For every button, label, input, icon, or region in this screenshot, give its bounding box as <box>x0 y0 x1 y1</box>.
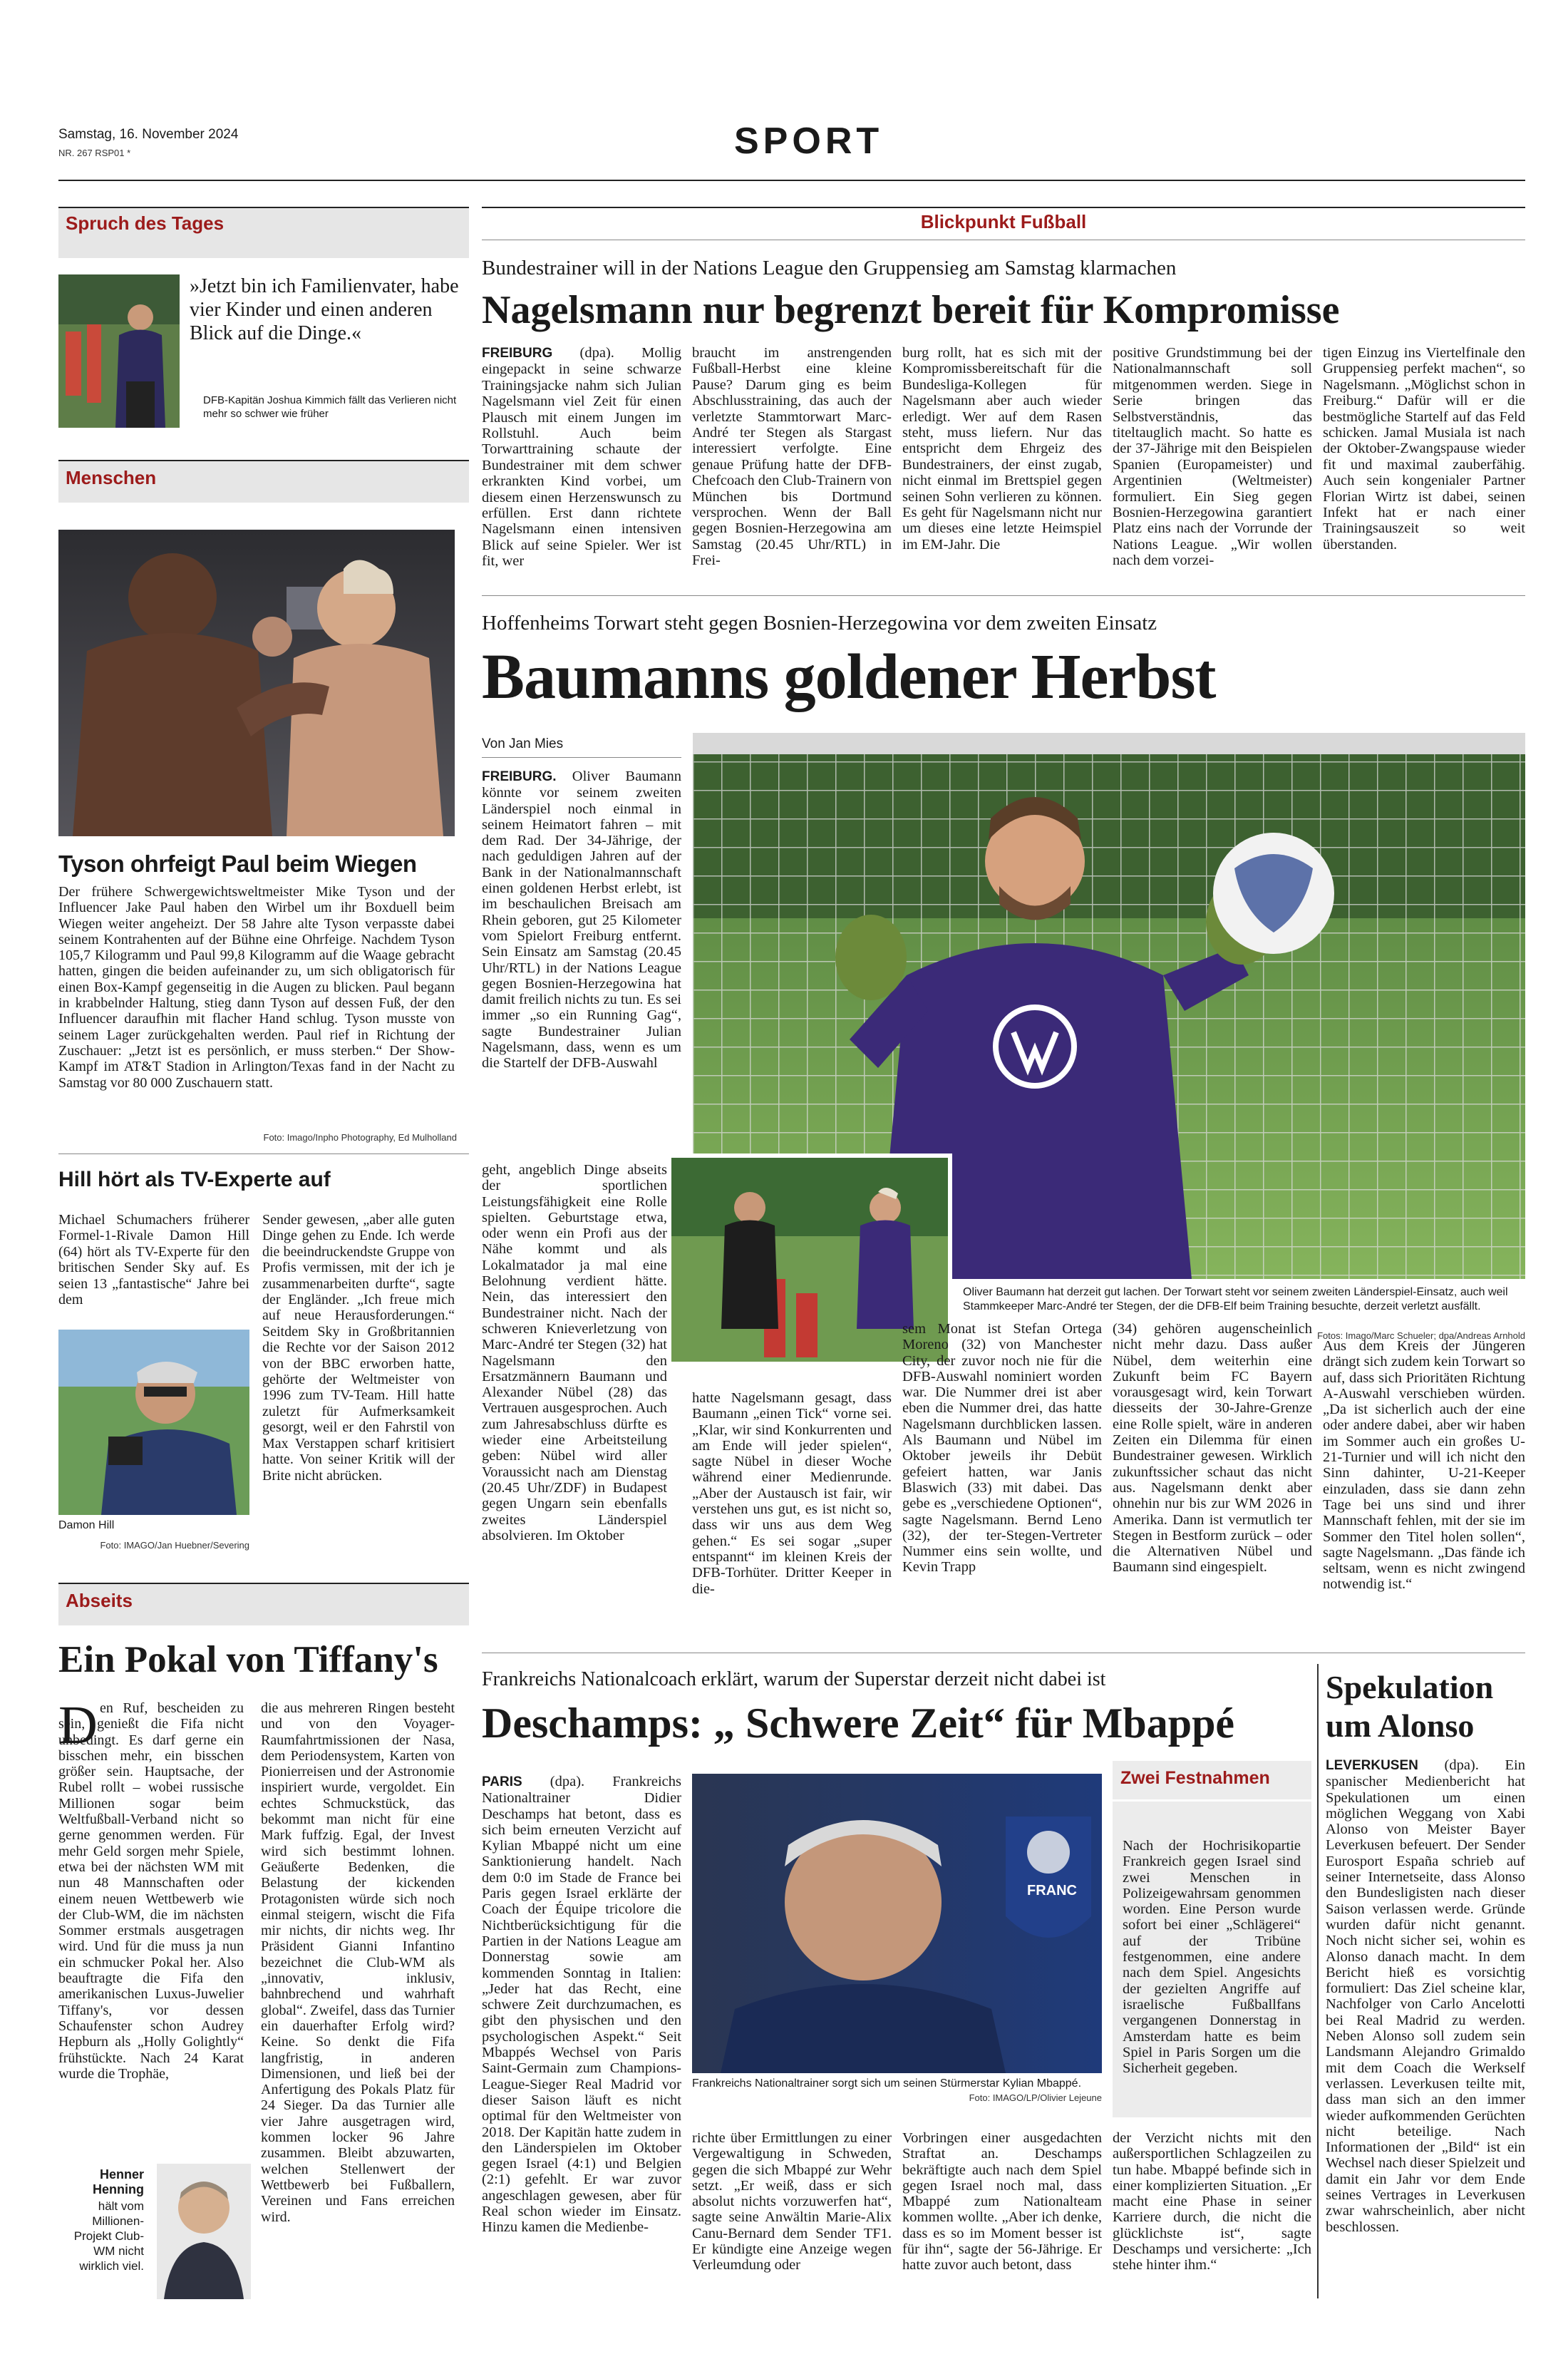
baumann-dateline: FREIBURG. <box>482 769 557 784</box>
nagelsmann-col1-text: (dpa). Mollig eingepackt in seine schwarze Trainingsjacke nahm sich Julian Nagelsmann viel Zeit für einen Plausch mit einem Jungen im Rollstuhl. Auch beim Torwarttraining schaute der Bundestrainer mit dem schwer erkrankten Kind vorbei, um diesem einen Herzenswunsch zu erfüllen. Erst dann richtete Nagelsmann einen intensiven Blick auf seine Spieler. Wer ist fit, wer <box>482 345 681 570</box>
abseits-label: Abseits <box>58 1583 469 1625</box>
alonso-left-rule <box>1317 1664 1319 2298</box>
blickpunkt-label: Blickpunkt Fußball <box>920 211 1087 232</box>
tyson-headline: Tyson ohrfeigt Paul beim Wiegen <box>58 851 417 877</box>
kimmich-photo <box>58 274 180 428</box>
abseits-top-rule <box>58 1583 469 1584</box>
baumann-col4: (34) gehören augenscheinlich nicht mehr dazu. Dass außer Nübel, dem weiterhin eine Zukunft beim FC Bayern vorausgesagt wird, kein Torwart diesseits der 30-Jahre-Grenze eine Rolle spielt, wäre in anderen Zeiten ein Dilemma für einen Bundestrainer gewesen. Wirklich zukunftssicher schaut das nicht aus. Nagelsmann denkt aber ohnehin nur bis zur WM 2026 in Amerika. Dann ist vermutlich ter Stegen in Bestform zurück – oder die Alternativen Nübel und Baumann sind eingespielt. <box>1113 1321 1312 1576</box>
abseits-col1: en Ruf, bescheiden zu sein, genießt die Fifa nicht unbedingt. Es darf gerne ein bisschen mehr, ein bisschen größer sein. Hauptsache, der Rubel rollt – wobei russische Millionen sogar beim Weltfußball-Verband nicht so gerne genommen werden. Für mehr Geld sorgen mehr Spiele, etwa bei der nächsten WM mit nun 48 Mannschaften oder einem neuen Wettbewerb wie der Club-WM, die im nächsten Sommer erstmals ausgetragen wird. Und für die muss ja nun ein schmucker Pokal her. Also beauftragte die Fifa den amerikanischen Luxus-Juwelier Tiffany's, vor dessen Schaufenster schon Audrey Hepburn als „Holly Golightly“ frühstückte. Nach 24 Karat wurde die Trophäe, <box>58 1700 244 2082</box>
menschen-top-rule <box>58 460 469 461</box>
alonso-headline: Spekulation um Alonso <box>1326 1669 1494 1744</box>
abseits-author-note: hält vom Millionen-Projekt Club-WM nicht wirklich viel. <box>73 2199 144 2273</box>
deschamps-photo <box>692 1774 1102 2073</box>
baumann-col1-top <box>482 769 681 1072</box>
alonso-dateline: LEVERKUSEN <box>1326 1758 1418 1773</box>
nagelsmann-col4: positive Grundstimmung bei der Nationalmannschaft soll mitgenommen werden. Siege in Serie bringen das Selbstverständnis, das titeltauglich macht. So hatte es der 37-Jährige mit den Beispielen Spanien (Europameister) und Argentinien (Weltmeister) formuliert. Ein Sieg gegen Bosnien-Herzegowina garantiert Platz eins nach der Vorrunde der Nations League. „Wir wollen nach dem vorzei- <box>1113 345 1312 569</box>
hill-text-1: Michael Schumachers früherer Formel-1-Rivale Damon Hill (64) hört als TV-Experte für den britischen Sender Sky auf. Es seien 13 „fantastische“ Jahre bei dem <box>58 1212 249 1308</box>
abseits-dropcap: D <box>58 1695 98 1755</box>
nagelsmann-dateline: FREIBURG <box>482 346 553 361</box>
nagelsmann-col2: braucht im anstrengenden Fußball-Herbst eine kleine Pause? Darum ging es beim Abschlusstraining, das auch der verletzte Stammtorwart Marc-André ter Stegen als Stargast interessiert verfolgte. Eine genaue Prüfung hatte der DFB-Chefcoach den Club-Trainern von München bis Dortmund versprochen. Wenn der Ball gegen Bosnien-Herzegowina am Samstag (20.45 Uhr/RTL) in Frei- <box>692 345 892 569</box>
baumann-col2: hatte Nagelsmann gesagt, dass Baumann „einen Tick“ vorne sei. „Klar, wir sind Konkurrenten und am Ende will jeder spielen“, sagte Nübel in dieser Woche während einer Medienrunde. „Aber der Austausch ist fair, wir verstehen uns gut, es ist nicht so, dass wir uns aus dem Weg gehen.“ Es sei sogar „super entspannt“ im kleinen Kreis der DFB-Torhüter. Dritter Keeper in die- <box>692 1390 892 1597</box>
hill-credit: Foto: IMAGO/Jan Huebner/Severing <box>100 1540 249 1551</box>
blickpunkt-top-rule <box>482 207 1525 208</box>
mbappe-col2: richte über Ermittlungen zu einer Vergewaltigung in Schweden, gegen die sich Mbappé zur Wehr setzt. „Er weiß, dass er sich absolut nichts vorzuwerfen hat“, sagte seine Anwältin Marie-Alix Canu-Bernard dem Sender TF1. Er kündigte eine Anzeige wegen Verleumdung oder <box>692 2130 892 2273</box>
abseits-headline: Ein Pokal von Tiffany's <box>58 1639 438 1680</box>
byline-rule <box>482 757 681 758</box>
deschamps-photo-caption: Frankreichs Nationaltrainer sorgt sich um seinen Stürmerstar Kylian Mbappé. <box>692 2077 1082 2090</box>
section-title: SPORT <box>734 120 884 162</box>
abseits-col2: die aus mehreren Ringen besteht und von den Voyager-Raumfahrtmissionen der Nasa, dem Periodensystem, Karten von Pionierreisen und der Astronomie inspiriert wurde, vergoldet. Ein echtes Schmuckstück, das bekommt man nicht für eine Mark fuffzig. Egal, der Invest wird sich bestimmt lohnen. Geäußerte Bedenken, die Belastung der kickenden Protagonisten würde sich noch einmal steigern, wischt die Fifa mir nichts, dir nichts weg. Ihr Präsident Gianni Infantino bezeichnet die Club-WM als „innovativ, inklusiv, bahnbrechend und wahrhaft global“. Zweifel, dass das Turnier ein dauerhafter Erfolg wird? Keine. So denkt die Fifa langfristig, in anderen Dimensionen, und ließ bei der Anfertigung des Pokals Platz für 24 Sieger. Da das Turnier alle vier Jahre ausgetragen wird, kommen locker 96 Jahre zusammen. Bleibt abzuwarten, welchen Stellenwert der Wettbewerb bei Fußballern, Vereinen und Fans erreichen wird. <box>261 1700 455 2225</box>
festnahmen-rule <box>1113 1799 1311 1802</box>
nagelsmann-kicker: Bundestrainer will in der Nations League den Gruppensieg am Samstag klarmachen <box>482 257 1177 279</box>
baumann-byline: Von Jan Mies <box>482 736 564 751</box>
menschen-label: Menschen <box>58 460 469 503</box>
nagelsmann-headline: Nagelsmann nur begrenzt bereit für Kompromisse <box>482 288 1340 332</box>
alonso-text <box>1326 1757 1525 2235</box>
hill-caption: Damon Hill <box>58 1519 115 1531</box>
spruch-caption: DFB-Kapitän Joshua Kimmich fällt das Verlieren nicht mehr so schwer wie früher <box>203 394 457 420</box>
svg-text:FRANC: FRANC <box>1027 1883 1077 1898</box>
mbappe-headline: Deschamps: „ Schwere Zeit“ für Mbappé <box>482 1700 1235 1747</box>
festnahmen-title: Zwei Festnahmen <box>1120 1768 1270 1788</box>
mbappe-dateline: PARIS <box>482 1774 522 1789</box>
tyson-credit: Foto: Imago/Inpho Photography, Ed Mulholland <box>263 1132 457 1143</box>
tyson-paul-photo <box>58 530 455 836</box>
header-rule <box>58 180 1525 181</box>
hill-headline: Hill hört als TV-Experte auf <box>58 1168 331 1191</box>
menschen-divider <box>58 1153 469 1154</box>
baumann-col3: sem Monat ist Stefan Ortega Moreno (32) von Manchester City, der zuvor noch nie für die DFB-Auswahl nominiert worden war. Die Nummer drei ist aber eben die Nummer drei, das hatte Nagelsmann durchblicken lassen. Als Baumann und Nübel im Oktober jeweils ihr Debüt gefeiert hatten, war Janis Blaswich (33) mit dabei. Das gebe es „verschiedene Optionen“, sagte Nagelsmann. Bernd Leno (32), der ter-Stegen-Vertreter Nummer eins sein wollte, und Kevin Trapp <box>902 1321 1102 1576</box>
tyson-text: Der frühere Schwergewichtsweltmeister Mike Tyson und der Influencer Jake Paul haben den Wirbel um ihr Boxduell beim Wiegen weiter angeheizt. Der 58 Jahre alte Tyson verpasste dabei seinem Kontrahenten auf der Bühne eine Ohrfeige. Nachdem Tyson 105,7 Kilogramm und Paul 99,8 Kilogramm auf die Waage gebracht hatten, gingen die beiden aufeinander zu, um sich obligatorisch für einen Box-Kampf gegenseitig in die Augen zu blicken. Paul begann in krabbelnder Haltung, stieg dann Tyson auf dessen Fuß, der den Influencer daraufhin mit flacher Hand schlug. Tyson musste von seinem Lager zurückgehalten werden. Paul rief in Richtung der Zuschauer: „Jetzt ist es persönlich, er muss sterben.“ Der Show-Kampf im AT&T Stadion in Arlington/Texas fand in der Nacht zu Samstag vor 80 000 Zuschauern statt. <box>58 884 455 1091</box>
mbappe-col3: Vorbringen einer ausgedachten Straftat an. Deschamps bekräftigte auch nach dem Spiel gegen Israel noch mal, dass Mbappé zum Nationalteam kommen wollte. „Aber ich denke, dass es so im Moment besser ist für ihn“, sagte der 56-Jährige. Er hatte zuvor auch betont, dass <box>902 2130 1102 2273</box>
hill-text-2: Sender gewesen, „aber alle guten Dinge gehen zu Ende. Ich werde die beeindruckendste Gruppe von Profis vermissen, mit der ich je zusammenarbeiten durfte“, sagte der Engländer. „Ich freue mich auf neue Herausforderungen.“ Seitdem Sky in Großbritannien die Rechte vor der Saison 2012 von der BBC erworben hatte, gehörte der Weltmeister von 1996 zum TV-Team. Hill hatte zuletzt für Aufmerksamkeit gesorgt, weil er den Fahrstil von Max Verstappen scharf kritisiert hatte. Von seiner Kritik will der Brite nicht abrücken. <box>262 1212 455 1484</box>
festnahmen-text: Nach der Hochrisikopartie Frankreich gegen Israel sind zwei Menschen in Polizeigewahrsam genommen worden. Eine Person wurde sofort bei einer „Schlägerei“ auf der Tribüne festgenommen, eine andere nach dem Spiel. Angesichts der gezielten Angriffe auf israelische Fußballfans vergangenen Donnerstag in Amsterdam hatte es beim Spiel in Paris Sorgen um die Sicherheit gegeben. <box>1123 1838 1301 2077</box>
nagelsmann-col3: burg rollt, hat es sich mit der Kompromissbereitschaft für die Bundesliga-Kollegen für Nagelsmann aber auch wieder erledigt. Wer auf dem Rasen steht, muss liefern. Nur das entspricht dem Ehrgeiz des Bundestrainers, der einst zugab, nicht einmal im Brettspiel gegen seinen Sohn verlieren zu können. Es geht für Nagelsmann nicht nur um dieses eine letzte Heimspiel im EM-Jahr. Die <box>902 345 1102 553</box>
mbappe-kicker: Frankreichs Nationalcoach erklärt, warum der Superstar derzeit nicht dabei ist <box>482 1668 1106 1690</box>
baumann-col1-bottom: geht, angeblich Dinge abseits der sportlichen Leistungsfähigkeit eine Rolle spielten. Geburtstage etwa, oder wenn ein Profi aus der Nähe kommt und als Lokalmatador ja mal eine Belohnung verdient hätte. Nein, das interessiert den Bundestrainer nicht. Nach der schweren Knieverletzung von Marc-André ter Stegen (32) hat Nagelsmann den Ersatzmännern Baumann und Alexander Nübel (28) das Vertrauen ausgesprochen. Auch zum Jahresabschluss dürfte es wieder eine Arbeitsteilung geben: Nübel wird aller Voraussicht nach am Dienstag (20.45 Uhr/ZDF) in Budapest gegen Ungarn sein ebenfalls zweites Länderspiel absolvieren. Im Oktober <box>482 1162 667 1543</box>
baumann-headline: Baumanns goldener Herbst <box>482 642 1216 712</box>
page-number: NR. 267 RSP01 * <box>58 148 131 158</box>
alonso-text-body: (dpa). Ein spanischer Medienbericht hat Spekulationen um einen möglichen Weggang von Xabi Alonso von Meister Bayer Leverkusen befeuert. Der Sender Eurosport España schrieb auf seiner Internetseite, dass Alonso den Bundesligisten nach dieser Saison verlassen werde. Gründe wurden dafür nicht genannt. Noch nicht sicher sei, wohin es Alonso danach macht. In dem Bericht hieß es vorsichtig formuliert: Das Ziel scheine klar, Nachfolger von Carlo Ancelotti bei Real Madrid zu werden. Neben Alonso soll zudem sein Landsmann Alejandro Grimaldo mit dem Coach die Werkself verlassen. Leverkusen teilte mit, dass man sich an den immer wieder aufkommenden Gerüchten nicht beteilige. Nach Informationen der „Bild“ ist ein Wechsel nach dieser Spielzeit und damit ein Jahr vor dem Ende seines Vertrages in Leverkusen zwar wahrscheinlich, aber nicht beschlossen. <box>1326 1757 1525 2235</box>
baumann-col5: Aus dem Kreis der Jüngeren drängt sich zudem kein Torwart so auf, dass sich Prioritäten Richtung A-Auswahl verschieben würden. „Da ist sicherlich auch der eine oder andere dabei, aber wir haben im Sommer auch ein großes U-21-Turnier und will ich nicht den Sinn dahinter, U-21-Keeper einzuladen, dass sie dann zehn Tage bei uns sind und ihrer Mannschaft fehlen, mit der sie im Sommer den Titel holen sollen“, sagte Nagelsmann. „Das fände ich seltsam, wenn es nicht zwingend notwendig ist.“ <box>1323 1338 1525 1593</box>
spruch-quote: »Jetzt bin ich Familienvater, habe vier Kinder und einen anderen Blick auf die Dinge.« <box>190 275 459 344</box>
abseits-author: Henner Henning <box>93 2167 144 2196</box>
hill-photo <box>58 1330 249 1515</box>
henning-photo <box>157 2164 251 2299</box>
baumann-photo-credit: Fotos: Imago/Marc Schueler; dpa/Andreas Arnhold <box>1317 1330 1525 1341</box>
spruch-label: Spruch des Tages <box>58 207 469 258</box>
mbappe-col1-text: (dpa). Frankreichs Nationaltrainer Didier Deschamps hat betont, dass es sich beim erneuten Verzicht auf Kylian Mbappé nicht um eine Sanktionierung handelt. Nach dem 0:0 im Stade de France bei Paris gegen Israel erklärte der Coach der Équipe tricolore die Nichtberücksichtigung für die Partien in der Nations League am Donnerstag sowie am kommenden Sonntag in Italien: „Jeder hat das Recht, eine schwere Zeit durchzumachen, es gibt den physischen und den psychologischen Aspekt.“ Seit Mbappés Wechsel von Paris Saint-Germain zum Champions-League-Sieger Real Madrid vor dieser Saison läuft es nicht optimal für den Weltmeister von 2018. Der Kapitän hatte zudem in den Länderspielen im Oktober gegen Israel (4:1) und Belgien (2:1) gefehlt. Er war zuvor angeschlagen gewesen, aber für Real schon wieder im Einsatz. Hinzu kamen die Medienbe- <box>482 1774 682 2236</box>
baumann-col1-top-text: Oliver Baumann könnte vor seinem zweiten Länderspiel noch einmal in seinem Heimatort fahren – mit dem Rad. Der 34-Jährige, der nach geduldigen Jahren auf der Bank in der Nationalmannschaft einen goldenen Herbst erlebt, ist im beschaulichen Breisach am Rhein geboren, gut 25 Kilometer vom Spielort Freiburg entfernt. Sein Einsatz am Samstag (20.45 Uhr/RTL) in der Nations League gegen Bosnien-Herzegowina hat damit freilich nichts zu tun. Es sei immer „so ein Running Gag“, sagte Bundestrainer Julian Nagelsmann, dass, wenn es um die Startelf der DFB-Auswahl <box>482 769 681 1072</box>
baumann-photo-caption: Oliver Baumann hat derzeit gut lachen. Der Torwart steht vor seinem zweiten Länderspiel-Einsatz, auch weil Stammkeeper Marc-André ter Stegen, der die DFB-Elf beim Training besuchte, derzeit verletzt ausfällt. <box>963 1286 1508 1312</box>
mbappe-col4: der Verzicht nichts mit den außersportlichen Schlagzeilen zu tun habe. Mbappé befinde sich in einer komplizierten Situation. „Er macht eine Phase in seiner Karriere durch, die nicht die glücklichste ist“, sagte Deschamps und versicherte: „Ich stehe hinter ihm.“ <box>1113 2130 1311 2273</box>
nagelsmann-bottom-rule <box>482 595 1525 596</box>
nagelsmann-col1 <box>482 345 681 570</box>
issue-date: Samstag, 16. November 2024 <box>58 127 239 142</box>
spruch-top-rule <box>58 207 469 208</box>
baumann-kicker: Hoffenheims Torwart steht gegen Bosnien-Herzegowina vor dem zweiten Einsatz <box>482 612 1157 634</box>
nagelsmann-col5: tigen Einzug ins Viertelfinale den Gruppensieg perfekt machen“, so Nagelsmann. „Möglichst schon in Freiburg.“ Dafür will er die bestmögliche Startelf auf das Feld schicken. Jamal Musiala ist nach der Oktober-Zwangspause wieder fit und maximal zauberfähig. Auch sein kongenialer Partner Florian Wirtz ist dabei, seinen Infekt hat er nach einer Trainingsauszeit so weit überstanden. <box>1323 345 1525 553</box>
mbappe-col1 <box>482 1774 681 2236</box>
deschamps-photo-credit: Foto: IMAGO/LP/Olivier Lejeune <box>969 2092 1102 2103</box>
